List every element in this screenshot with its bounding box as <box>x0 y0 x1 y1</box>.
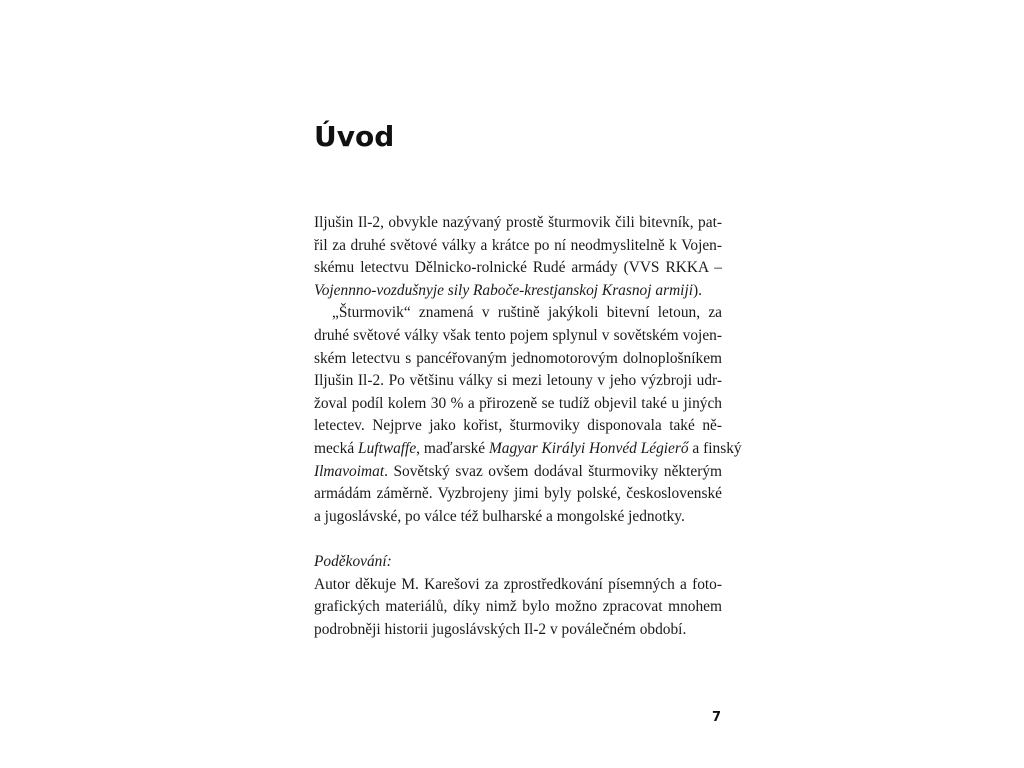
text-line: Iljušin Il-2, obvykle nazývaný prostě šturmovik čili bitevník, pat- <box>314 214 722 231</box>
text-fragment: mecká <box>314 439 359 457</box>
text-line <box>314 280 722 303</box>
text-line: ském letectvu s pancéřovaným jednomotorovým dolnoplošníkem <box>314 349 722 367</box>
text-line: Iljušin Il-2. Po většinu války si mezi letouny v jeho výzbroji udr- <box>314 372 722 390</box>
text-line: letectev. Nejprve jako kořist, šturmoviky disponovala také ně- <box>314 417 722 435</box>
text-line <box>314 438 742 461</box>
italic-term: Ilmavoimat <box>314 462 385 480</box>
text-line: „Šturmovik“ znamená v ruštině jakýkoli bitevní letoun, za <box>332 304 722 322</box>
text-line: a jugoslávské, po válce též bulharské a mongolské jednotky. <box>314 507 685 525</box>
acknowledgement-heading <box>314 551 722 574</box>
shturmovik-paragraph <box>314 302 742 528</box>
text-fragment: . Sovětský svaz ovšem dodával šturmoviky některým <box>384 462 722 480</box>
text-line: žoval podíl kolem 30 % a přirozeně se tudíž objevil také u jiných <box>314 394 722 412</box>
italic-term: Vojennno-vozdušnyje sily Raboče-krestjanskoj Krasnoj armiji <box>314 281 694 299</box>
text-fragment: a finský <box>688 439 742 457</box>
text-line: grafických materiálů, díky nimž bylo možno zpracovat mnohem <box>314 598 722 616</box>
italic-term: Magyar Királyi Honvéd Légierő <box>488 439 689 457</box>
text-fragment: , maďarské <box>416 439 489 457</box>
text-line: druhé světové války však tento pojem splynul v sovětském vojen- <box>314 326 722 344</box>
chapter-title: Úvod <box>314 120 395 153</box>
text-fragment: ). <box>693 281 702 299</box>
page-number: 7 <box>712 710 722 725</box>
text-line <box>314 461 722 484</box>
text-line: armádám záměrně. Vyzbrojeny jimi byly polské, československé <box>314 485 722 503</box>
text-line: podrobněji historii jugoslávských Il-2 v poválečném období. <box>314 620 687 638</box>
paragraph-spacer <box>314 528 722 551</box>
chapter-body <box>314 212 742 641</box>
intro-paragraph <box>314 212 722 302</box>
text-line: skému letectvu Dělnicko-rolnické Rudé armády (VVS RKKA – <box>314 259 722 277</box>
acknowledgement-section <box>314 551 722 641</box>
italic-term: Luftwaffe <box>358 439 417 457</box>
italic-heading: Poděkování: <box>314 552 392 570</box>
text-line: Autor děkuje M. Karešovi za zprostředkování písemných a foto- <box>314 575 722 593</box>
text-line: řil za druhé světové války a krátce po ní neodmyslitelně k Vojen- <box>314 236 722 254</box>
